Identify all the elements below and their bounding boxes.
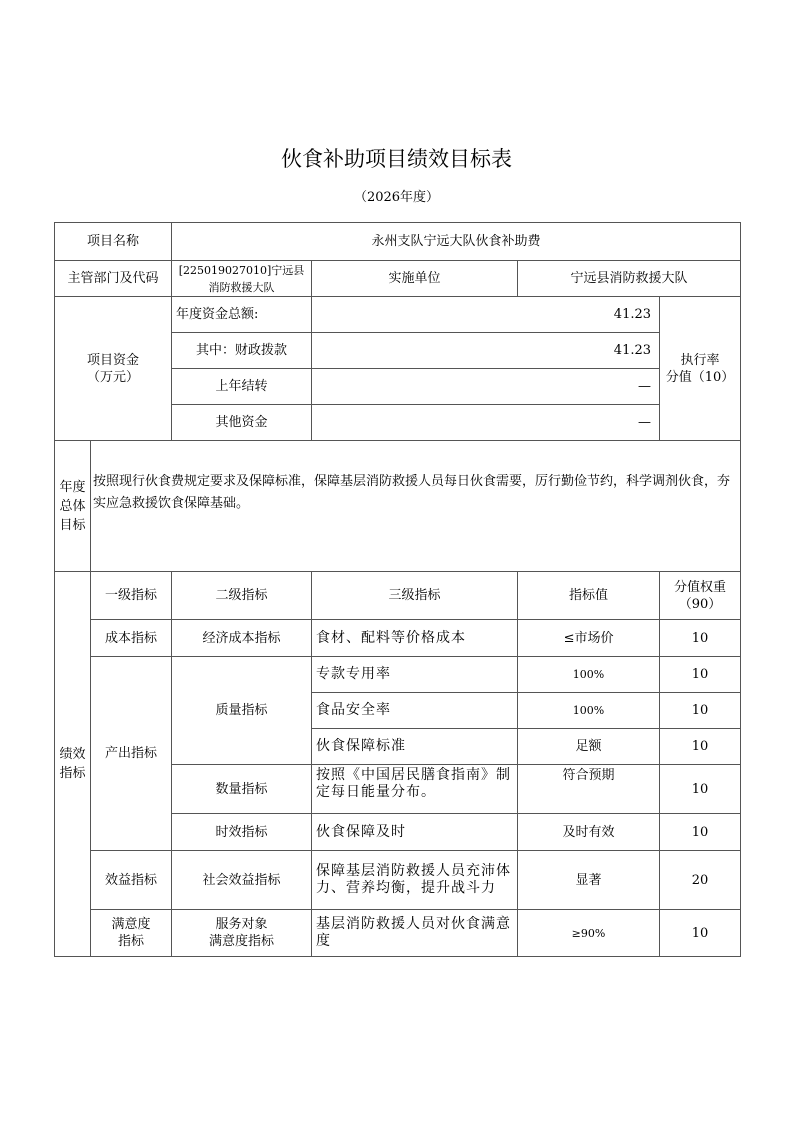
quality-score-3: 10 — [660, 729, 741, 765]
funds-score-line2: 分值（10） — [665, 369, 735, 385]
impl-value: 宁远县消防救援大队 — [518, 261, 741, 297]
quantity-level3: 按照《中国居民膳食指南》制定每日能量分布。 — [312, 765, 518, 814]
page-title: 伙食补助项目绩效目标表 — [281, 147, 512, 171]
header-value: 指标值 — [518, 572, 660, 620]
satisfaction-level3: 基层消防救援人员对伙食满意度 — [312, 910, 518, 957]
indicators-section-label: 绩效指标 — [55, 572, 91, 957]
satisfaction-level2 — [172, 910, 312, 957]
timeliness-value: 及时有效 — [518, 814, 660, 851]
benefit-value: 显著 — [518, 851, 660, 910]
header-weight-line2: （90） — [678, 596, 722, 612]
header-level3: 三级指标 — [312, 572, 518, 620]
quantity-value: 符合预期 — [518, 765, 660, 814]
cost-level1: 成本指标 — [91, 620, 172, 657]
funds-other-label: 其他资金 — [172, 405, 312, 441]
satisfaction-level1-line2: 指标 — [118, 934, 145, 949]
page-subtitle: （2026年度） — [353, 190, 440, 205]
funds-label-line1: 项目资金 — [87, 352, 140, 368]
department-row — [55, 261, 741, 297]
cost-level2: 经济成本指标 — [172, 620, 312, 657]
project-name-value: 永州支队宁远大队伙食补助费 — [172, 223, 741, 261]
benefit-level1: 效益指标 — [91, 851, 172, 910]
funds-total-label: 年度资金总额: — [172, 297, 312, 333]
satisfaction-level2-line2: 满意度指标 — [209, 934, 275, 949]
benefit-row — [55, 851, 741, 910]
output-level1: 产出指标 — [91, 657, 172, 851]
quality-level2: 质量指标 — [172, 657, 312, 765]
satisfaction-level1 — [91, 910, 172, 957]
header-level2: 二级指标 — [172, 572, 312, 620]
satisfaction-level1-line1: 满意度 — [111, 917, 151, 932]
quality-value-2: 100% — [518, 693, 660, 729]
quality-level3-3: 伙食保障标准 — [312, 729, 518, 765]
cost-value: ≤市场价 — [518, 620, 660, 657]
header-weight — [660, 572, 741, 620]
header-weight-line1: 分值权重 — [674, 579, 727, 595]
cost-level3: 食材、配料等价格成本 — [312, 620, 518, 657]
quality-value-1: 100% — [518, 657, 660, 693]
goal-text: 按照现行伙食费规定要求及保障标准，保障基层消防救援人员每日伙食需要，厉行勤俭节约，科学调剂伙食，夯实应急救援饮食保障基础。 — [91, 441, 741, 572]
funds-other-value: — — [312, 405, 660, 441]
goal-label: 年度总体目标 — [55, 441, 91, 572]
funds-carry-value: — — [312, 369, 660, 405]
funds-total-value: 41.23 — [312, 297, 660, 333]
funds-score-line1: 执行率 — [680, 352, 720, 368]
impl-label: 实施单位 — [312, 261, 518, 297]
funds-fiscal-label: 其中：财政拨款 — [172, 333, 312, 369]
quality-score-2: 10 — [660, 693, 741, 729]
header-level1: 一级指标 — [91, 572, 172, 620]
quality-score-1: 10 — [660, 657, 741, 693]
dept-label: 主管部门及代码 — [55, 261, 172, 297]
indicator-header-row — [55, 572, 741, 620]
cost-score: 10 — [660, 620, 741, 657]
project-name-row — [55, 223, 741, 261]
cost-row — [55, 620, 741, 657]
benefit-level3: 保障基层消防救援人员充沛体力、营养均衡，提升战斗力 — [312, 851, 518, 910]
quality-level3-1: 专款专用率 — [312, 657, 518, 693]
funds-label-line2: （万元） — [87, 369, 140, 385]
satisfaction-row — [55, 910, 741, 957]
funds-score — [660, 297, 741, 441]
benefit-score: 20 — [660, 851, 741, 910]
performance-table — [54, 222, 741, 957]
goal-row — [55, 441, 741, 572]
quantity-level2: 数量指标 — [172, 765, 312, 814]
timeliness-level3: 伙食保障及时 — [312, 814, 518, 851]
output-quality-row-1 — [55, 657, 741, 693]
timeliness-score: 10 — [660, 814, 741, 851]
project-name-label: 项目名称 — [55, 223, 172, 261]
satisfaction-score: 10 — [660, 910, 741, 957]
funds-carry-label: 上年结转 — [172, 369, 312, 405]
benefit-level2: 社会效益指标 — [172, 851, 312, 910]
funds-total-row — [55, 297, 741, 333]
dept-value: [225019027010]宁远县消防救援大队 — [172, 261, 312, 297]
quality-level3-2: 食品安全率 — [312, 693, 518, 729]
timeliness-level2: 时效指标 — [172, 814, 312, 851]
quantity-score: 10 — [660, 765, 741, 814]
funds-fiscal-value: 41.23 — [312, 333, 660, 369]
funds-label — [55, 297, 172, 441]
quality-value-3: 足额 — [518, 729, 660, 765]
satisfaction-level2-line1: 服务对象 — [215, 917, 268, 932]
satisfaction-value: ≥90% — [518, 910, 660, 957]
